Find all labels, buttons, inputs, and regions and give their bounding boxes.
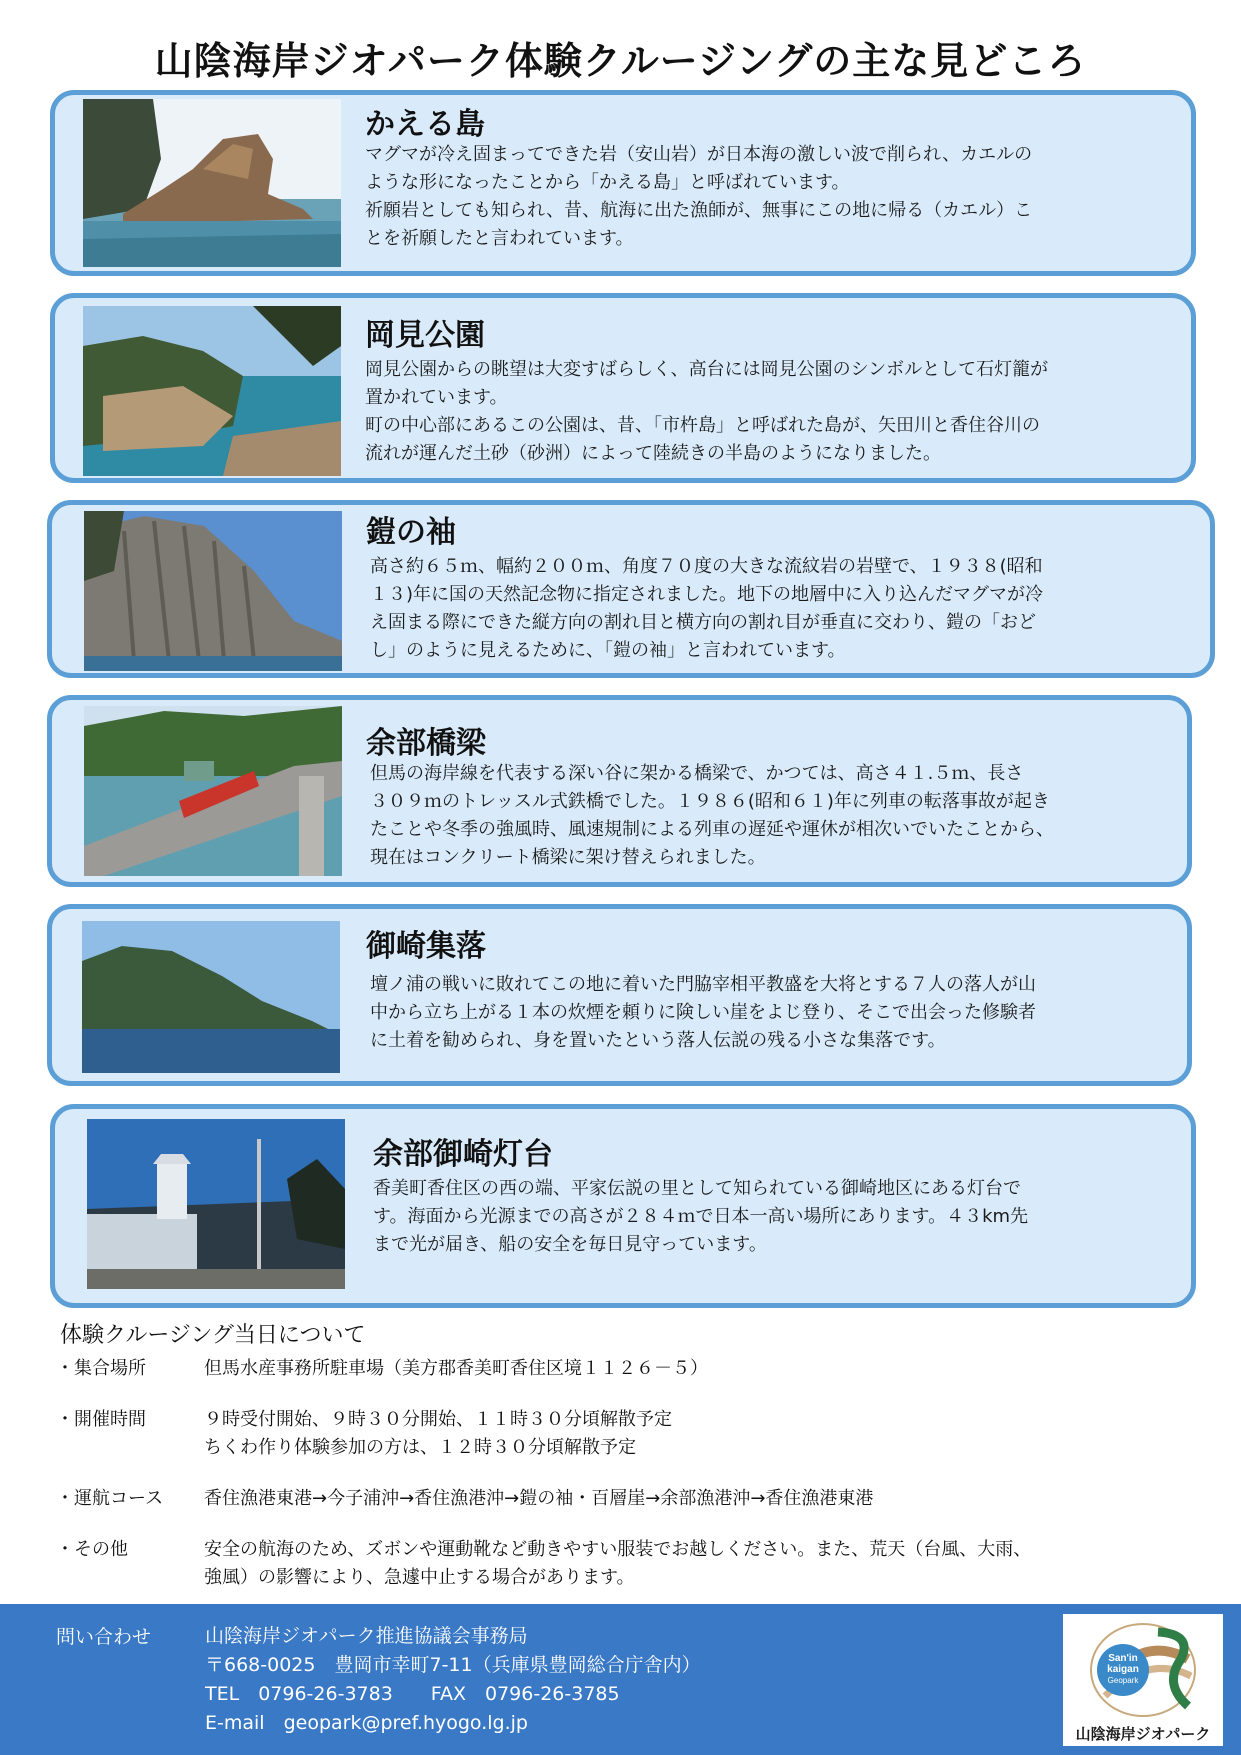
spot-description: 香美町香住区の西の端、平家伝説の里として知られている御崎地区にある灯台で す。海面から光源までの高さが２８４ｍで日本一高い場所にあります。４３km先 まで光が届き、船の安全を毎日見守っています。 — [373, 1178, 1029, 1255]
spot-title: 岡見公園 — [365, 318, 485, 353]
spot-card-yoroi-no-sode — [47, 500, 1215, 678]
spot-description: 但馬の海岸線を代表する深い谷に架かる橋梁で、かつては、高さ４１.５ｍ、長さ ３０９ｍのトレッスル式鉄橋でした。１９８６(昭和６１)年に列車の転落事故が起き たことや冬季の強風時、風速規制による列車の遅延や運休が相次いでいたことから、 現在はコンクリート橋梁に架け替えられました。 — [370, 763, 1054, 868]
contact-email[interactable]: E-mail geopark@pref.hyogo.lg.jp — [205, 1712, 528, 1734]
contact-address: 〒668-0025 豊岡市幸町7-11（兵庫県豊岡総合庁舎内） — [205, 1654, 701, 1676]
info-value: 香住漁港東港→今子浦沖→香住漁港沖→鎧の袖・百層崖→余部漁港沖→香住漁港東港 — [204, 1488, 874, 1509]
info-value: 安全の航海のため、ズボンや運動靴など動きやすい服装でお越しください。また、荒天（台風、大雨、 強風）の影響により、急遽中止する場合があります。 — [204, 1539, 1032, 1588]
contact-org: 山陰海岸ジオパーク推進協議会事務局 — [205, 1625, 528, 1647]
geopark-logo — [1063, 1614, 1223, 1746]
spot-card-okami-park — [50, 293, 1196, 483]
info-value: 但馬水産事務所駐車場（美方郡香美町香住区境１１２６－５） — [204, 1358, 708, 1379]
kaerujima-photo — [83, 99, 341, 267]
spot-card-misaki-lighthouse — [50, 1104, 1196, 1308]
spot-title: 余部橋梁 — [366, 726, 486, 761]
spot-title: かえる島 — [365, 107, 485, 142]
spot-description: 壇ノ浦の戦いに敗れてこの地に着いた門脇宰相平教盛を大将とする７人の落人が山 中から立ち上がる１本の炊煙を頼りに険しい崖をよじ登り、そこで出会った修験者 に土着を勧められ、身を置いたという落人伝説の残る小さな集落です。 — [370, 974, 1036, 1051]
spot-description: 岡見公園からの眺望は大変すばらしく、高台には岡見公園のシンボルとして石灯籠が 置かれています。 町の中心部にあるこの公園は、昔、「市杵島」と呼ばれた島が、矢田川と香住谷川の 流れが運んだ土砂（砂洲）によって陸続きの半島のようになりました。 — [365, 359, 1049, 464]
spot-description: 高さ約６５ｍ、幅約２００ｍ、角度７０度の大きな流紋岩の岩壁で、１９３８(昭和 １３)年に国の天然記念物に指定されました。地下の地層中に入り込んだマグマが冷 え固まる際にできた縦方向の割れ目と横方向の割れ目が垂直に交わり、鎧の「おど し」のように見えるために、「鎧の袖」と言われています。 — [370, 556, 1044, 661]
page-title: 山陰海岸ジオパーク体験クルージングの主な見どころ — [154, 39, 1087, 83]
spot-card-misaki-village — [47, 904, 1192, 1086]
geopark-logo-caption: 山陰海岸ジオパーク — [1063, 1723, 1223, 1744]
spot-description: マグマが冷え固まってできた岩（安山岩）が日本海の激しい波で削られ、カエルの ような形になったことから「かえる島」と呼ばれています。 祈願岩としても知られ、昔、航海に出た漁師が、無事にこの地に帰る（カエル）こ とを祈願したと言われています。 — [365, 144, 1033, 249]
info-label: ・運航コース — [56, 1488, 164, 1509]
info-value: ９時受付開始、９時３０分開始、１１時３０分頃解散予定 ちくわ作り体験参加の方は、１２時３０分頃解散予定 — [204, 1409, 672, 1458]
spot-title: 御崎集落 — [366, 929, 486, 964]
contact-label: 問い合わせ — [56, 1626, 152, 1648]
info-label: ・集合場所 — [56, 1358, 146, 1379]
logo-mark-text: kaigan — [1107, 1664, 1139, 1675]
spot-title: 余部御崎灯台 — [373, 1137, 553, 1172]
contact-details — [205, 1622, 701, 1738]
info-heading: 体験クルージング当日について — [60, 1323, 366, 1348]
spot-card-amarube-bridge — [47, 695, 1192, 887]
logo-mark-text: San'in — [1108, 1653, 1138, 1664]
logo-mark-text: Geopark — [1107, 1676, 1139, 1685]
misaki-lighthouse-photo — [87, 1119, 345, 1289]
contact-footer — [0, 1604, 1241, 1755]
spot-title: 鎧の袖 — [366, 515, 456, 550]
info-label: ・開催時間 — [56, 1409, 146, 1430]
spot-card-kaerujima — [50, 90, 1196, 276]
yoroi-no-sode-photo — [84, 511, 342, 671]
amarube-bridge-photo — [84, 706, 342, 876]
contact-phone-fax: TEL 0796-26-3783 FAX 0796-26-3785 — [205, 1683, 620, 1705]
info-label: ・その他 — [56, 1539, 128, 1560]
misaki-village-photo — [82, 921, 340, 1073]
okami-park-photo — [83, 306, 341, 476]
